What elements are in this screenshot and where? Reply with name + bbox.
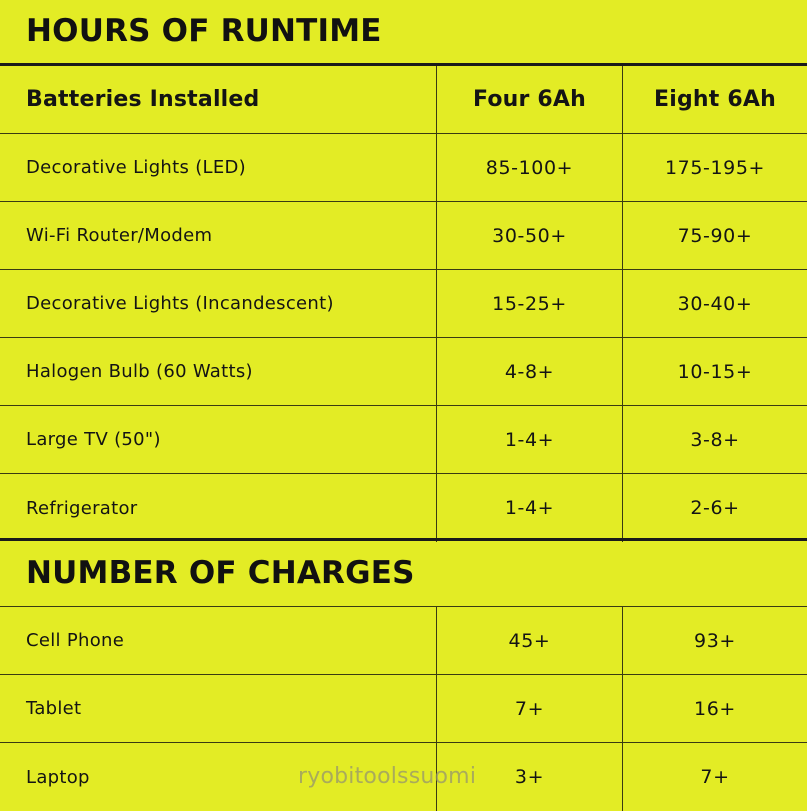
table-row bbox=[0, 406, 807, 474]
runtime-section-title: HOURS OF RUNTIME bbox=[26, 13, 382, 49]
value-four: 3+ bbox=[514, 766, 545, 788]
row-label: Large TV (50") bbox=[26, 429, 161, 450]
value-four: 4-8+ bbox=[504, 360, 555, 383]
value-eight: 30-40+ bbox=[677, 292, 753, 315]
value-four: 7+ bbox=[514, 697, 545, 720]
value-eight: 2-6+ bbox=[690, 497, 740, 519]
table-row bbox=[0, 270, 807, 338]
value-eight: 7+ bbox=[700, 766, 730, 788]
watermark-text: ryobitoolssuomi bbox=[298, 764, 477, 789]
value-four: 85-100+ bbox=[485, 156, 574, 179]
value-eight: 10-15+ bbox=[677, 360, 753, 383]
runtime-table bbox=[0, 66, 807, 542]
row-label: Tablet bbox=[26, 698, 82, 719]
value-four: 30-50+ bbox=[492, 224, 567, 247]
value-eight: 16+ bbox=[694, 697, 736, 720]
row-label: Decorative Lights (Incandescent) bbox=[26, 293, 334, 314]
charges-section-title: NUMBER OF CHARGES bbox=[26, 555, 415, 591]
header-eight-6ah: Eight 6Ah bbox=[654, 87, 776, 112]
header-cell-four bbox=[437, 66, 623, 133]
row-label: Decorative Lights (LED) bbox=[26, 157, 247, 178]
row-label: Laptop bbox=[26, 766, 90, 788]
value-four: 45+ bbox=[508, 629, 551, 652]
value-four: 15-25+ bbox=[492, 292, 567, 315]
charges-section-divider bbox=[0, 538, 807, 541]
row-label: Cell Phone bbox=[26, 630, 125, 651]
row-label: Wi-Fi Router/Modem bbox=[26, 225, 213, 246]
header-cell-batteries bbox=[0, 66, 437, 133]
row-label: Refrigerator bbox=[26, 497, 138, 519]
value-eight: 75-90+ bbox=[677, 224, 753, 247]
table-header-row bbox=[0, 66, 807, 134]
table-row bbox=[0, 338, 807, 406]
table-row bbox=[0, 474, 807, 542]
value-eight: 175-195+ bbox=[664, 156, 766, 179]
header-four-6ah: Four 6Ah bbox=[472, 87, 587, 112]
table-row bbox=[0, 675, 807, 743]
table-row bbox=[0, 607, 807, 675]
table-row bbox=[0, 202, 807, 270]
value-eight: 3-8+ bbox=[690, 428, 740, 451]
value-four: 1-4+ bbox=[504, 497, 555, 519]
row-label: Halogen Bulb (60 Watts) bbox=[26, 361, 253, 382]
header-cell-eight bbox=[623, 66, 807, 133]
header-batteries-installed: Batteries Installed bbox=[26, 87, 260, 112]
value-four: 1-4+ bbox=[504, 428, 555, 451]
value-eight: 93+ bbox=[694, 629, 736, 652]
table-row bbox=[0, 134, 807, 202]
